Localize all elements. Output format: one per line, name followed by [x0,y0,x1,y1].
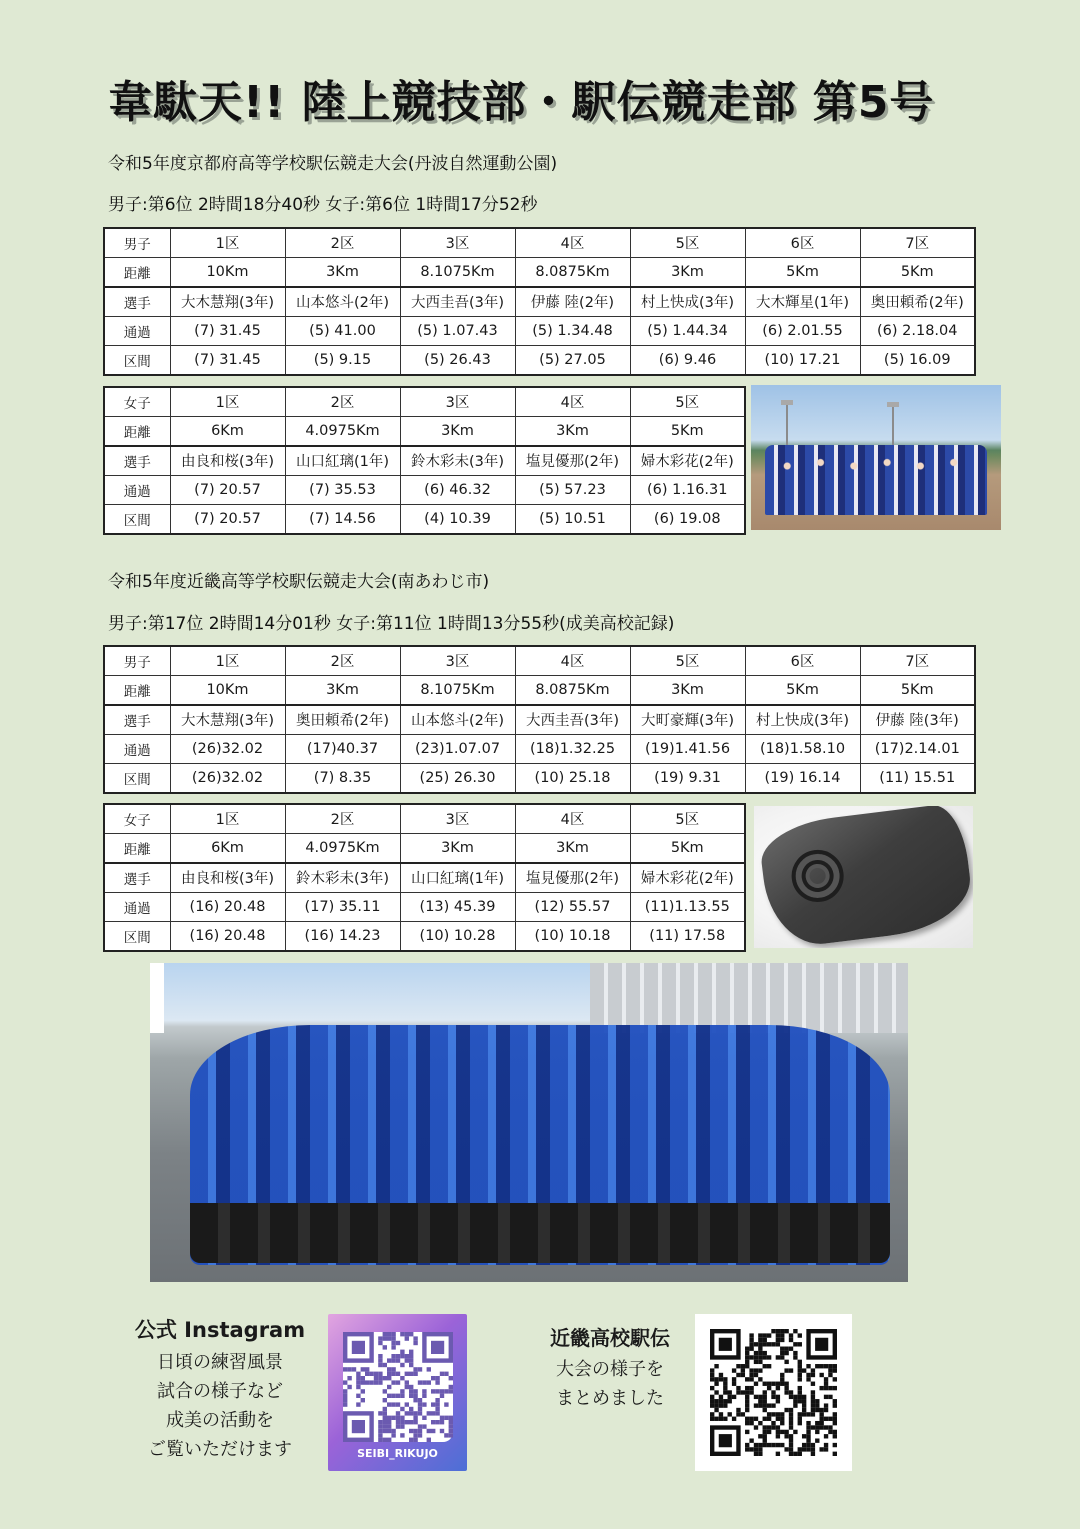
table-cell: 1区 [170,646,285,675]
table-cell: (17) 35.11 [285,892,400,921]
table-row [104,505,745,534]
row-header-cell: 距離 [104,257,170,286]
kinki-event-name: 令和5年度近畿高等学校駅伝競走大会(南あわじ市) [108,572,490,592]
table-cell: 8.0875Km [515,257,630,286]
row-header-cell: 通過 [104,734,170,763]
table-cell: 奥田頼希(2年) [860,287,975,316]
table-cell: 4区 [515,228,630,257]
team-group-front-row [190,1203,890,1263]
table-row [104,804,745,833]
table-cell: (11) 17.58 [630,922,745,951]
table-cell: 4区 [515,646,630,675]
table-row [104,863,745,892]
table-cell: (7) 35.53 [285,475,400,504]
table-cell: (18)1.32.25 [515,734,630,763]
table-cell: 5Km [860,675,975,704]
table-cell: (5) 1.44.34 [630,316,745,345]
table-cell: (7) 8.35 [285,764,400,793]
table-row [104,833,745,862]
kyoto-overall-result: 男子:第6位 2時間18分40秒 女子:第6位 1時間17分52秒 [108,195,538,215]
page-title: 韋駄天!! 陸上競技部・駅伝競走部 第5号 [108,77,935,128]
table-cell: 6区 [745,228,860,257]
table-cell: 2区 [285,646,400,675]
table-cell: 伊藤 陸(3年) [860,705,975,734]
table-cell: 5区 [630,387,745,416]
table-cell: 3Km [630,675,745,704]
qr-code-icon [343,1332,453,1442]
table-row [104,416,745,445]
table-cell: 大木輝星(1年) [745,287,860,316]
table-cell: (26)32.02 [170,734,285,763]
table-cell: (5) 10.51 [515,505,630,534]
table-cell: 2区 [285,387,400,416]
spiral-emblem-icon [789,847,847,905]
table-cell: 3Km [285,675,400,704]
table-cell: (5) 9.15 [285,346,400,375]
row-header-cell: 区間 [104,346,170,375]
table-row [104,287,975,316]
row-header-cell: 男子 [104,228,170,257]
table-row [104,257,975,286]
kinki-team-photo [150,963,908,1282]
table-cell: 10Km [170,257,285,286]
table-cell: 由良和桜(3年) [170,446,285,475]
table-row [104,675,975,704]
table-cell: 3区 [400,228,515,257]
table-cell: 4.0975Km [285,416,400,445]
kyoto-men-table [103,227,976,376]
table-cell: 3Km [285,257,400,286]
table-cell: (5) 26.43 [400,346,515,375]
table-cell: 6区 [745,646,860,675]
table-cell: 6Km [170,833,285,862]
kinki-qr-code[interactable] [695,1314,852,1471]
table-cell: 8.1075Km [400,257,515,286]
table-cell: 7区 [860,228,975,257]
row-header-cell: 区間 [104,505,170,534]
table-cell: (19) 9.31 [630,764,745,793]
table-cell: (5) 27.05 [515,346,630,375]
instagram-handle: SEIBI_RIKUJO [357,1447,438,1460]
table-cell: 3Km [400,416,515,445]
instagram-line: 日頃の練習風景 [157,1352,283,1373]
row-header-cell: 選手 [104,705,170,734]
qr-code-icon [710,1329,837,1456]
kinki-overall-result: 男子:第17位 2時間14分01秒 女子:第11位 1時間13分55秒(成美高校記録) [108,614,675,634]
table-cell: (12) 55.57 [515,892,630,921]
table-cell: (6) 46.32 [400,475,515,504]
table-cell: (7) 14.56 [285,505,400,534]
table-cell: 伊藤 陸(2年) [515,287,630,316]
row-header-cell: 通過 [104,316,170,345]
row-header-cell: 選手 [104,863,170,892]
table-row [104,892,745,921]
table-cell: 4.0975Km [285,833,400,862]
table-cell: (5) 57.23 [515,475,630,504]
table-cell: (7) 31.45 [170,346,285,375]
table-cell: 塩見優那(2年) [515,863,630,892]
table-cell: 3Km [515,833,630,862]
table-cell: 3Km [630,257,745,286]
table-cell: (19)1.41.56 [630,734,745,763]
table-cell: 3区 [400,804,515,833]
table-cell: 8.1075Km [400,675,515,704]
kinki-men-table [103,645,976,794]
table-cell: 2区 [285,228,400,257]
table-cell: (25) 26.30 [400,764,515,793]
table-cell: 5Km [745,675,860,704]
table-cell: 村上快成(3年) [630,287,745,316]
table-cell: (26)32.02 [170,764,285,793]
table-cell: 鈴木彩未(3年) [285,863,400,892]
table-cell: 塩見優那(2年) [515,446,630,475]
table-cell: 3区 [400,646,515,675]
row-header-cell: 男子 [104,646,170,675]
table-cell: 5区 [630,804,745,833]
table-row [104,922,745,951]
table-cell: 5区 [630,646,745,675]
table-row [104,316,975,345]
table-cell: 大木慧翔(3年) [170,705,285,734]
table-row [104,346,975,375]
table-row [104,705,975,734]
table-cell: 5Km [630,833,745,862]
kyoto-event-name: 令和5年度京都府高等学校駅伝競走大会(丹波自然運動公園) [108,154,558,174]
row-header-cell: 通過 [104,892,170,921]
table-cell: 8.0875Km [515,675,630,704]
kinki-link-line: まとめました [556,1388,664,1409]
table-cell: 大西圭吾(3年) [515,705,630,734]
table-cell: (7) 20.57 [170,475,285,504]
kyoto-women-table [103,386,746,535]
table-cell: (6) 1.16.31 [630,475,745,504]
table-cell: (10) 17.21 [745,346,860,375]
table-cell: 大西圭吾(3年) [400,287,515,316]
table-cell: (16) 20.48 [170,892,285,921]
commemorative-stone-photo [754,806,973,948]
table-cell: (5) 16.09 [860,346,975,375]
table-cell: 山本悠斗(2年) [285,287,400,316]
table-cell: (16) 14.23 [285,922,400,951]
table-cell: 婦木彩花(2年) [630,863,745,892]
table-cell: (4) 10.39 [400,505,515,534]
table-cell: 1区 [170,387,285,416]
table-cell: (5) 41.00 [285,316,400,345]
instagram-line: 成美の活動を [166,1410,274,1431]
table-cell: 3区 [400,387,515,416]
table-cell: 村上快成(3年) [745,705,860,734]
instagram-promo [128,1314,312,1464]
table-cell: 4区 [515,804,630,833]
table-cell: 5Km [860,257,975,286]
banner [150,963,164,1033]
table-row [104,387,745,416]
table-cell: (5) 1.07.43 [400,316,515,345]
table-cell: (6) 2.18.04 [860,316,975,345]
row-header-cell: 距離 [104,675,170,704]
table-cell: 5Km [745,257,860,286]
instagram-line: ご覧いただけます [148,1439,292,1460]
table-cell: (18)1.58.10 [745,734,860,763]
table-cell: 3Km [400,833,515,862]
row-header-cell: 区間 [104,922,170,951]
kinki-link-line: 大会の様子を [556,1359,664,1380]
table-row [104,734,975,763]
table-row [104,446,745,475]
table-cell: 7区 [860,646,975,675]
table-cell: 2区 [285,804,400,833]
table-cell: (10) 25.18 [515,764,630,793]
table-cell: (11) 15.51 [860,764,975,793]
table-cell: 6Km [170,416,285,445]
table-cell: 4区 [515,387,630,416]
table-cell: (10) 10.18 [515,922,630,951]
table-cell: 1区 [170,228,285,257]
instagram-line: 試合の様子など [157,1381,283,1402]
table-cell: (6) 9.46 [630,346,745,375]
row-header-cell: 女子 [104,387,170,416]
table-cell: (16) 20.48 [170,922,285,951]
table-cell: (5) 1.34.48 [515,316,630,345]
table-cell: (23)1.07.07 [400,734,515,763]
instagram-heading: 公式 Instagram [134,1318,306,1342]
instagram-qr-code[interactable] [328,1314,467,1471]
table-cell: (13) 45.39 [400,892,515,921]
row-header-cell: 選手 [104,446,170,475]
table-cell: (17)2.14.01 [860,734,975,763]
table-cell: 鈴木彩未(3年) [400,446,515,475]
kyoto-team-photo [751,385,1001,530]
table-cell: 山本悠斗(2年) [400,705,515,734]
row-header-cell: 距離 [104,416,170,445]
table-cell: 5Km [630,416,745,445]
table-cell: (17)40.37 [285,734,400,763]
table-cell: 大町豪輝(3年) [630,705,745,734]
table-cell: 3Km [515,416,630,445]
table-cell: (19) 16.14 [745,764,860,793]
table-cell: 婦木彩花(2年) [630,446,745,475]
table-row [104,646,975,675]
team-group [765,445,987,515]
table-cell: (6) 19.08 [630,505,745,534]
table-cell: 10Km [170,675,285,704]
table-cell: 奥田頼希(2年) [285,705,400,734]
table-cell: (6) 2.01.55 [745,316,860,345]
stone-plaque [757,806,973,948]
table-row [104,475,745,504]
table-row [104,764,975,793]
table-cell: (7) 31.45 [170,316,285,345]
row-header-cell: 選手 [104,287,170,316]
table-cell: (11)1.13.55 [630,892,745,921]
kinki-summary-promo [535,1322,685,1413]
row-header-cell: 区間 [104,764,170,793]
table-cell: 由良和桜(3年) [170,863,285,892]
kinki-women-table [103,803,746,952]
table-row [104,228,975,257]
table-cell: 山口紅璃(1年) [285,446,400,475]
row-header-cell: 女子 [104,804,170,833]
row-header-cell: 通過 [104,475,170,504]
row-header-cell: 距離 [104,833,170,862]
table-cell: (10) 10.28 [400,922,515,951]
kinki-link-heading: 近畿高校駅伝 [550,1326,670,1350]
building [590,963,908,1033]
table-cell: 5区 [630,228,745,257]
table-cell: (7) 20.57 [170,505,285,534]
table-cell: 1区 [170,804,285,833]
table-cell: 山口紅璃(1年) [400,863,515,892]
table-cell: 大木慧翔(3年) [170,287,285,316]
